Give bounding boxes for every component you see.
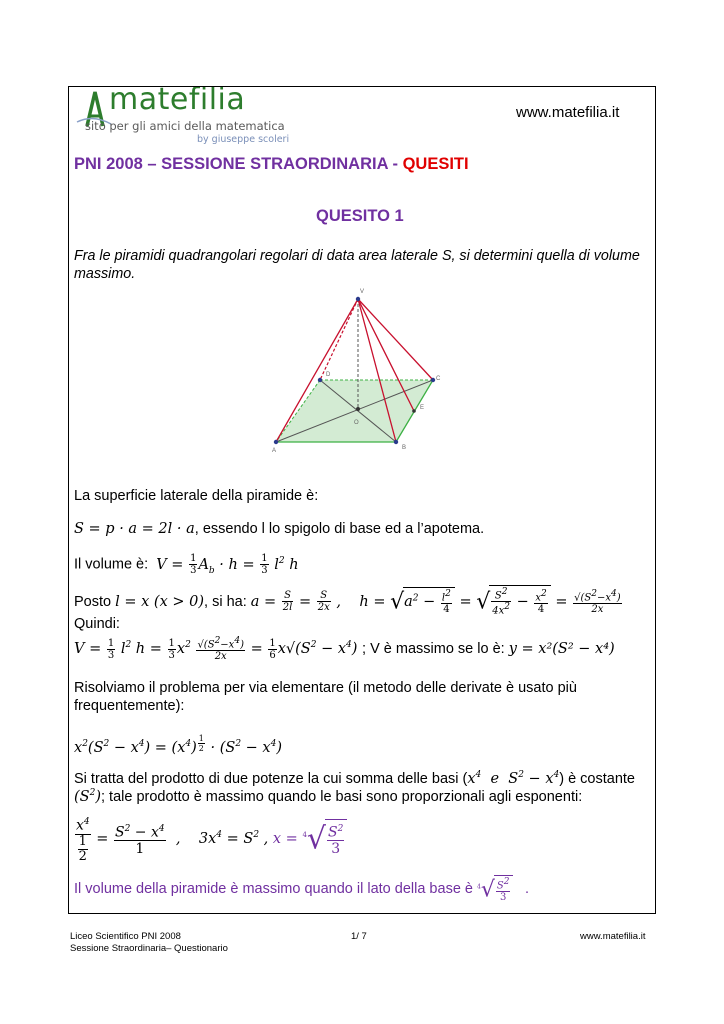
- posto-label: Posto: [74, 593, 112, 610]
- apotema-formula: a = $\frac{S}{2l}$ = $\frac{S}{2x}$ , $h = √a^2$ − $\frac{l^2}{4}$ = √ $\frac{S^2}{4x^2}$ − $\frac{x^2}{4}$ = $\frac{√(S^2-x^4)}{2x}$: [250, 587, 621, 617]
- conclusion-line: Il volume della piramide è massimo quando il lato della base è $^4$√ $\frac{S^2}{3}$ .: [74, 877, 530, 904]
- footer-page-number: 1/ 7: [351, 931, 367, 942]
- point-O: [356, 407, 360, 411]
- lateral-formula: S = p · a = 2l · a: [74, 521, 195, 537]
- product-formula: $x^2(S^2 - x^4) = (x^4)$ $^{\frac{1}{2}}$ · $(S^2 - x^4)$: [74, 734, 282, 756]
- posto-line: [74, 585, 623, 617]
- footer-left: [70, 931, 228, 955]
- conclusion-value: $^4$√ $\frac{S^2}{3}$: [477, 883, 517, 896]
- volume-x-formula: V = $\frac{1}{3}$ $l^2$ h = $\frac{1}{3}$ $x^2$ $\frac{√(S^2-x^4)}{2x}$ = $\frac{1}{6}$ $x√(S^2 - x^4)$: [74, 636, 363, 663]
- point-E: [412, 409, 416, 413]
- label-E: E: [420, 405, 425, 411]
- label-C: C: [436, 376, 441, 382]
- pyramid-figure: [268, 285, 468, 460]
- title-part2: QUESITI: [402, 155, 469, 173]
- posto-cond: l = x (x > 0): [115, 593, 205, 610]
- product-text-1: Si tratta del prodotto di due potenze la cui somma delle basi (: [74, 770, 468, 787]
- label-D: D: [326, 372, 331, 378]
- si-ha: , si ha:: [204, 593, 247, 610]
- conclusion-text: Il volume della piramide è massimo quando il lato della base è: [74, 881, 473, 898]
- proportion-formula: $\frac{x^4}{\frac{1}{2}}$ = $\frac{S^2 - x^4}{1}$ , $3x^4 = S^2$ , x = $^4$√ $\frac{S^2}{3}$: [74, 814, 347, 864]
- header-website[interactable]: www.matefilia.it: [516, 104, 620, 121]
- y-formula: y = x²(S² − x⁴): [508, 641, 615, 658]
- page-title: [74, 155, 469, 174]
- quindi-line: [74, 636, 615, 662]
- logo-name: matefilia: [109, 82, 246, 117]
- product-text-2: ; tale prodotto è massimo quando le basi sono proporzionali agli esponenti:: [101, 788, 583, 805]
- product-sum: $(S^2)$: [74, 788, 101, 805]
- logo-tagline: sito per gli amici della matematica: [85, 119, 285, 133]
- point-C: [431, 378, 435, 382]
- point-V: [356, 297, 360, 301]
- product-bases: $x^4$ e $S^2 - x^4$: [467, 770, 560, 787]
- elem-line-2: frequentemente):: [74, 698, 185, 714]
- title-part1: PNI 2008 – SESSIONE STRAORDINARIA -: [74, 155, 398, 173]
- volume-formula: V = $\frac{1}{3}$ $A_b \cdot h$ = $\frac{1}{3}$ $l^2$ h: [156, 553, 299, 576]
- max-note: ; V è massimo se lo è:: [362, 641, 505, 658]
- volume-label: Il volume è:: [74, 556, 149, 573]
- point-A: [274, 440, 278, 444]
- lateral-note: , essendo l lo spigolo di base ed a l’apotema.: [194, 521, 485, 537]
- footer-session: Sessione Straordinaria– Questionario: [70, 943, 228, 954]
- footer-school: Liceo Scientifico PNI 2008: [70, 931, 181, 942]
- product-line-2: [74, 788, 582, 805]
- question-heading: QUESITO 1: [316, 207, 404, 225]
- label-O: O: [354, 420, 359, 426]
- lateral-intro: La superficie laterale della piramide è:: [74, 488, 319, 504]
- label-A: A: [272, 448, 277, 454]
- product-text-1-end: ) è costante: [559, 770, 635, 787]
- logo-author: by giuseppe scoleri: [197, 134, 290, 145]
- question-text-2: massimo.: [74, 266, 136, 282]
- elem-line-1: Risolviamo il problema per via elementare (il metodo delle derivate è usato più: [74, 680, 577, 696]
- footer-website[interactable]: www.matefilia.it: [580, 931, 646, 942]
- volume-line: [74, 553, 299, 576]
- label-V: V: [360, 289, 365, 295]
- point-B: [394, 440, 398, 444]
- product-line-1: [74, 770, 635, 787]
- point-D: [318, 378, 322, 382]
- lateral-line: [74, 521, 484, 537]
- quindi-label: Quindi:: [74, 616, 120, 632]
- label-B: B: [402, 445, 407, 451]
- question-text-1: Fra le piramidi quadrangolari regolari di data area laterale S, si determini quella di volume: [74, 248, 640, 264]
